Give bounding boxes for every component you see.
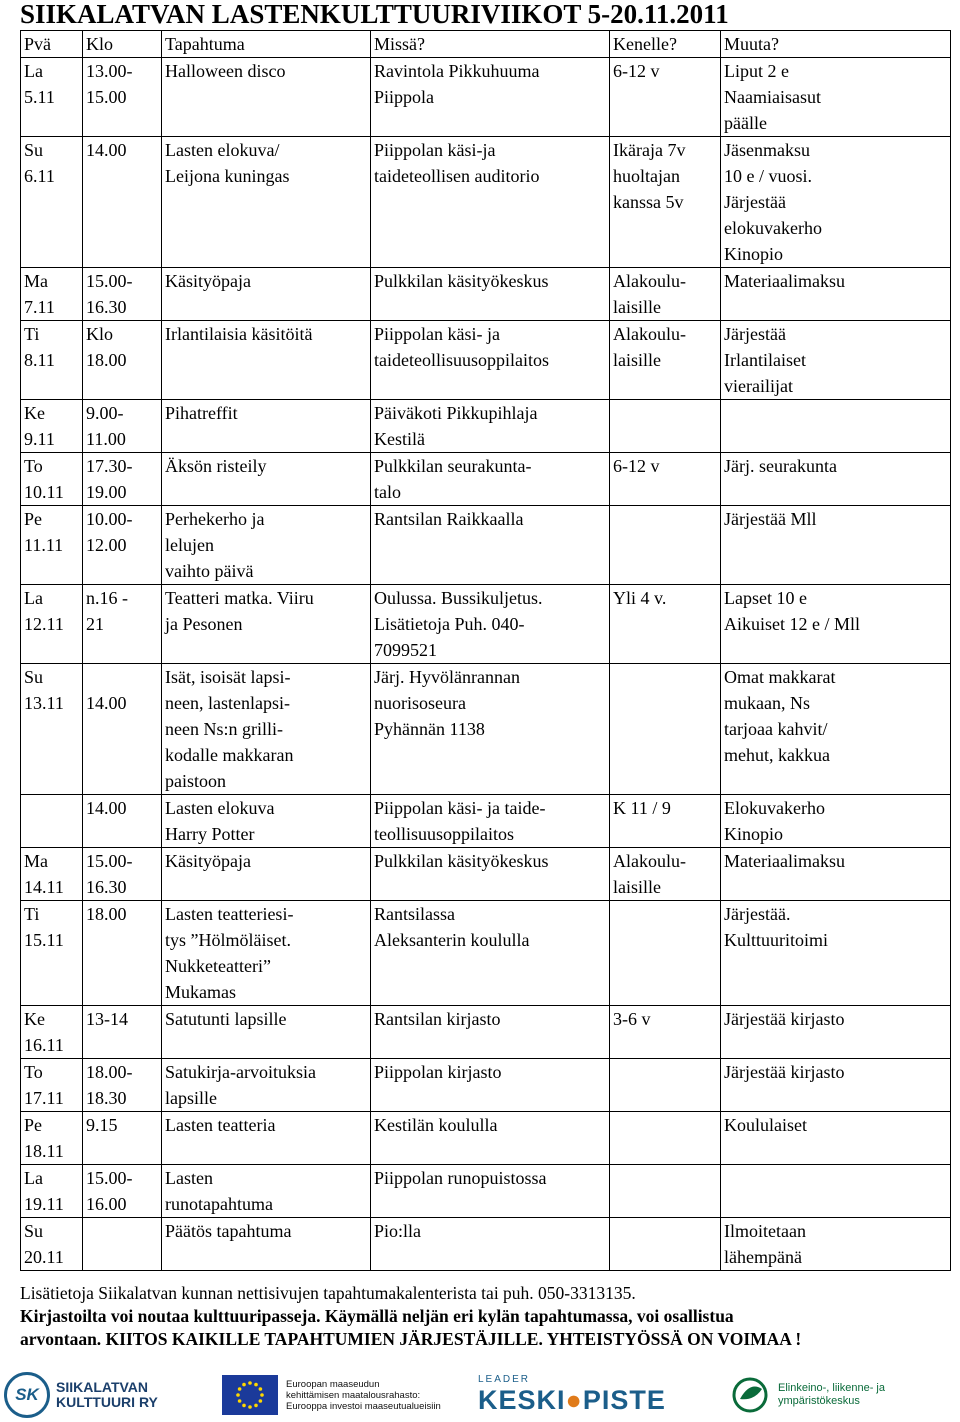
cell-audience (610, 506, 721, 585)
sk-logo-icon: SK (4, 1372, 50, 1418)
eu-star-icon (260, 1393, 264, 1397)
cell-date: Pe 11.11 (21, 506, 83, 585)
cell-event: Päätös tapahtuma (162, 1218, 371, 1271)
keski-label: KESKI (478, 1385, 566, 1415)
keski-dot-icon: ● (565, 1385, 583, 1415)
table-row (21, 268, 951, 321)
ely-line-2: ympäristökeskus (778, 1395, 860, 1407)
cell-location: Piippolan kirjasto (371, 1059, 610, 1112)
cell-date: Ti 8.11 (21, 321, 83, 400)
table-row (21, 1006, 951, 1059)
cell-audience: Alakoulu- laisille (610, 848, 721, 901)
cell-time: 18.00- 18.30 (83, 1059, 162, 1112)
cell-notes (721, 1165, 951, 1218)
cell-notes: Järjestää. Kulttuuritoimi (721, 901, 951, 1006)
cell-time: 18.00 (83, 901, 162, 1006)
table-row (21, 321, 951, 400)
header-location: Missä? (371, 31, 610, 58)
page-title: SIIKALATVAN LASTENKULTTUURIVIIKOT 5-20.11.2011 (20, 0, 729, 29)
cell-notes: Järjestää Irlantilaiset vierailijat (721, 321, 951, 400)
table-row (21, 664, 951, 795)
leader-label: LEADER (478, 1374, 531, 1385)
cell-audience: 3-6 v (610, 1006, 721, 1059)
cell-notes: Koululaiset (721, 1112, 951, 1165)
cell-date: To 17.11 (21, 1059, 83, 1112)
cell-audience (610, 1218, 721, 1271)
cell-location: Oulussa. Bussikuljetus. Lisätietoja Puh. 040- 7099521 (371, 585, 610, 664)
cell-date: Su 13.11 (21, 664, 83, 795)
cell-audience: Ikäraja 7v huoltajan kanssa 5v (610, 137, 721, 268)
eu-line-1: Euroopan maaseudun (286, 1378, 380, 1390)
cell-notes: Lapset 10 e Aikuiset 12 e / Mll (721, 585, 951, 664)
cell-location: Piippolan käsi-ja taideteollisen auditorio (371, 137, 610, 268)
cell-location: Järj. Hyvölänrannan nuorisoseura Pyhännän 1138 (371, 664, 610, 795)
eu-star-icon (238, 1387, 242, 1391)
eu-star-icon (259, 1399, 263, 1403)
cell-time: 10.00- 12.00 (83, 506, 162, 585)
cell-time: 14.00 (83, 137, 162, 268)
cell-date: La 5.11 (21, 58, 83, 137)
cell-notes: Ilmoitetaan lähempänä (721, 1218, 951, 1271)
eu-line-3: Eurooppa investoi maaseutualueisiin (286, 1400, 441, 1412)
cell-location: Rantsilan kirjasto (371, 1006, 610, 1059)
eu-star-icon (248, 1381, 252, 1385)
table-row (21, 795, 951, 848)
table-row (21, 400, 951, 453)
cell-location: Rantsilassa Aleksanterin koululla (371, 901, 610, 1006)
cell-date: La 19.11 (21, 1165, 83, 1218)
cell-audience: K 11 / 9 (610, 795, 721, 848)
table-row (21, 506, 951, 585)
cell-location: Ravintola Pikkuhuuma Piippola (371, 58, 610, 137)
ely-line-1: Elinkeino-, liikenne- ja (778, 1382, 885, 1394)
cell-notes: Materiaalimaksu (721, 848, 951, 901)
cell-time: 14.00 (83, 795, 162, 848)
eu-star-icon (259, 1387, 263, 1391)
cell-notes: Järjestää kirjasto (721, 1059, 951, 1112)
cell-location: Piippolan runopuistossa (371, 1165, 610, 1218)
eu-star-icon (254, 1404, 258, 1408)
cell-date: Ke 16.11 (21, 1006, 83, 1059)
cell-time: 15.00- 16.00 (83, 1165, 162, 1218)
cell-time: 13-14 (83, 1006, 162, 1059)
table-row (21, 58, 951, 137)
footer-line-contact: Lisätietoja Siikalatvan kunnan nettisivujen tapahtumakalenterista tai puh. 050-3313135. (20, 1283, 636, 1303)
table-row (21, 848, 951, 901)
cell-location: Pulkkilan käsityökeskus (371, 848, 610, 901)
cell-location: Päiväkoti Pikkupihlaja Kestilä (371, 400, 610, 453)
leader-keskipiste-logo (478, 1368, 666, 1422)
cell-date: To 10.11 (21, 453, 83, 506)
eu-star-icon (242, 1383, 246, 1387)
cell-audience (610, 1059, 721, 1112)
cell-location: Pulkkilan käsityökeskus (371, 268, 610, 321)
cell-location: Piippolan käsi- ja taide- teollisuusoppilaitos (371, 795, 610, 848)
header-audience: Kenelle? (610, 31, 721, 58)
cell-audience: 6-12 v (610, 58, 721, 137)
eu-star-icon (248, 1405, 252, 1409)
cell-time: 9.15 (83, 1112, 162, 1165)
eu-star-icon (242, 1404, 246, 1408)
table-row (21, 1059, 951, 1112)
eu-star-icon (238, 1399, 242, 1403)
header-row (21, 31, 951, 58)
cell-time: 14.00 (83, 664, 162, 795)
cell-event: Satukirja-arvoituksia lapsille (162, 1059, 371, 1112)
cell-time: Klo 18.00 (83, 321, 162, 400)
cell-notes: Elokuvakerho Kinopio (721, 795, 951, 848)
cell-time (83, 1218, 162, 1271)
cell-event: Perhekerho ja lelujen vaihto päivä (162, 506, 371, 585)
cell-notes: Järjestää kirjasto (721, 1006, 951, 1059)
cell-location: Pulkkilan seurakunta- talo (371, 453, 610, 506)
header-time: Klo (83, 31, 162, 58)
table-row (21, 453, 951, 506)
cell-date: La 12.11 (21, 585, 83, 664)
header-event: Tapahtuma (162, 31, 371, 58)
cell-event: Teatteri matka. Viiru ja Pesonen (162, 585, 371, 664)
logo-siikalatvan: SIIKALATVAN (56, 1379, 149, 1395)
cell-audience: Alakoulu- laisille (610, 321, 721, 400)
table-row (21, 1112, 951, 1165)
cell-audience (610, 400, 721, 453)
cell-audience: 6-12 v (610, 453, 721, 506)
piste-label: PISTE (582, 1385, 666, 1415)
cell-event: Lasten teatteria (162, 1112, 371, 1165)
cell-date: Pe 18.11 (21, 1112, 83, 1165)
sponsor-logos (0, 1368, 960, 1422)
ely-leaf-icon (730, 1375, 772, 1415)
table-row (21, 1218, 951, 1271)
eu-rural-fund-logo (222, 1368, 441, 1422)
cell-audience: Yli 4 v. (610, 585, 721, 664)
logo-kulttuuri: KULTTUURI RY (56, 1394, 158, 1410)
cell-notes: Järjestää Mll (721, 506, 951, 585)
cell-date: Su 6.11 (21, 137, 83, 268)
header-notes: Muuta? (721, 31, 951, 58)
cell-audience (610, 1112, 721, 1165)
table-row (21, 1165, 951, 1218)
cell-location: Pio:lla (371, 1218, 610, 1271)
cell-notes: Järj. seurakunta (721, 453, 951, 506)
cell-event: Lasten elokuva/ Leijona kuningas (162, 137, 371, 268)
cell-event: Satutunti lapsille (162, 1006, 371, 1059)
cell-time: 17.30- 19.00 (83, 453, 162, 506)
cell-event: Lasten elokuva Harry Potter (162, 795, 371, 848)
cell-event: Lasten runotapahtuma (162, 1165, 371, 1218)
schedule-table (20, 30, 951, 1271)
cell-event: Irlantilaisia käsitöitä (162, 321, 371, 400)
ely-centre-logo (730, 1368, 885, 1422)
table-row (21, 901, 951, 1006)
cell-location: Kestilän koululla (371, 1112, 610, 1165)
eu-star-icon (236, 1393, 240, 1397)
eu-star-icon (254, 1383, 258, 1387)
cell-notes: Omat makkarat mukaan, Ns tarjoaa kahvit/ mehut, kakkua (721, 664, 951, 795)
table-row (21, 137, 951, 268)
footer-line-passport: Kirjastoilta voi noutaa kulttuuripasseja. Käymällä neljän eri kylän tapahtumassa, voi osallistua (20, 1306, 734, 1326)
cell-event: Pihatreffit (162, 400, 371, 453)
cell-date: Ma 7.11 (21, 268, 83, 321)
cell-event: Käsityöpaja (162, 848, 371, 901)
cell-event: Lasten teatteriesi- tys ”Hölmöläiset. Nukketeatteri” Mukamas (162, 901, 371, 1006)
cell-notes: Jäsenmaksu 10 e / vuosi. Järjestää elokuvakerho Kinopio (721, 137, 951, 268)
cell-event: Halloween disco (162, 58, 371, 137)
cell-notes (721, 400, 951, 453)
table-row (21, 585, 951, 664)
cell-location: Rantsilan Raikkaalla (371, 506, 610, 585)
cell-time: 15.00- 16.30 (83, 268, 162, 321)
cell-event: Isät, isoisät lapsi- neen, lastenlapsi- neen Ns:n grilli- kodalle makkaran paistoon (162, 664, 371, 795)
eu-flag-icon (222, 1375, 278, 1415)
cell-date (21, 795, 83, 848)
cell-notes: Materiaalimaksu (721, 268, 951, 321)
header-date: Pvä (21, 31, 83, 58)
cell-audience (610, 664, 721, 795)
cell-event: Äksön risteily (162, 453, 371, 506)
cell-audience (610, 1165, 721, 1218)
cell-location: Piippolan käsi- ja taideteollisuusoppilaitos (371, 321, 610, 400)
cell-date: Ke 9.11 (21, 400, 83, 453)
cell-time: n.16 - 21 (83, 585, 162, 664)
cell-time: 15.00- 16.30 (83, 848, 162, 901)
cell-notes: Liput 2 e Naamiaisasut päälle (721, 58, 951, 137)
cell-date: Su 20.11 (21, 1218, 83, 1271)
siikalatvan-kulttuuri-logo (4, 1368, 158, 1422)
cell-date: Ti 15.11 (21, 901, 83, 1006)
footer-info (20, 1282, 950, 1351)
cell-audience (610, 901, 721, 1006)
footer-line-thanks: arvontaan. KIITOS KAIKILLE TAPAHTUMIEN JÄRJESTÄJILLE. YHTEISTYÖSSÄ ON VOIMAA ! (20, 1329, 802, 1349)
cell-time: 13.00- 15.00 (83, 58, 162, 137)
cell-time: 9.00- 11.00 (83, 400, 162, 453)
cell-date: Ma 14.11 (21, 848, 83, 901)
cell-event: Käsityöpaja (162, 268, 371, 321)
eu-line-2: kehittämisen maatalousrahasto: (286, 1389, 421, 1401)
cell-audience: Alakoulu- laisille (610, 268, 721, 321)
